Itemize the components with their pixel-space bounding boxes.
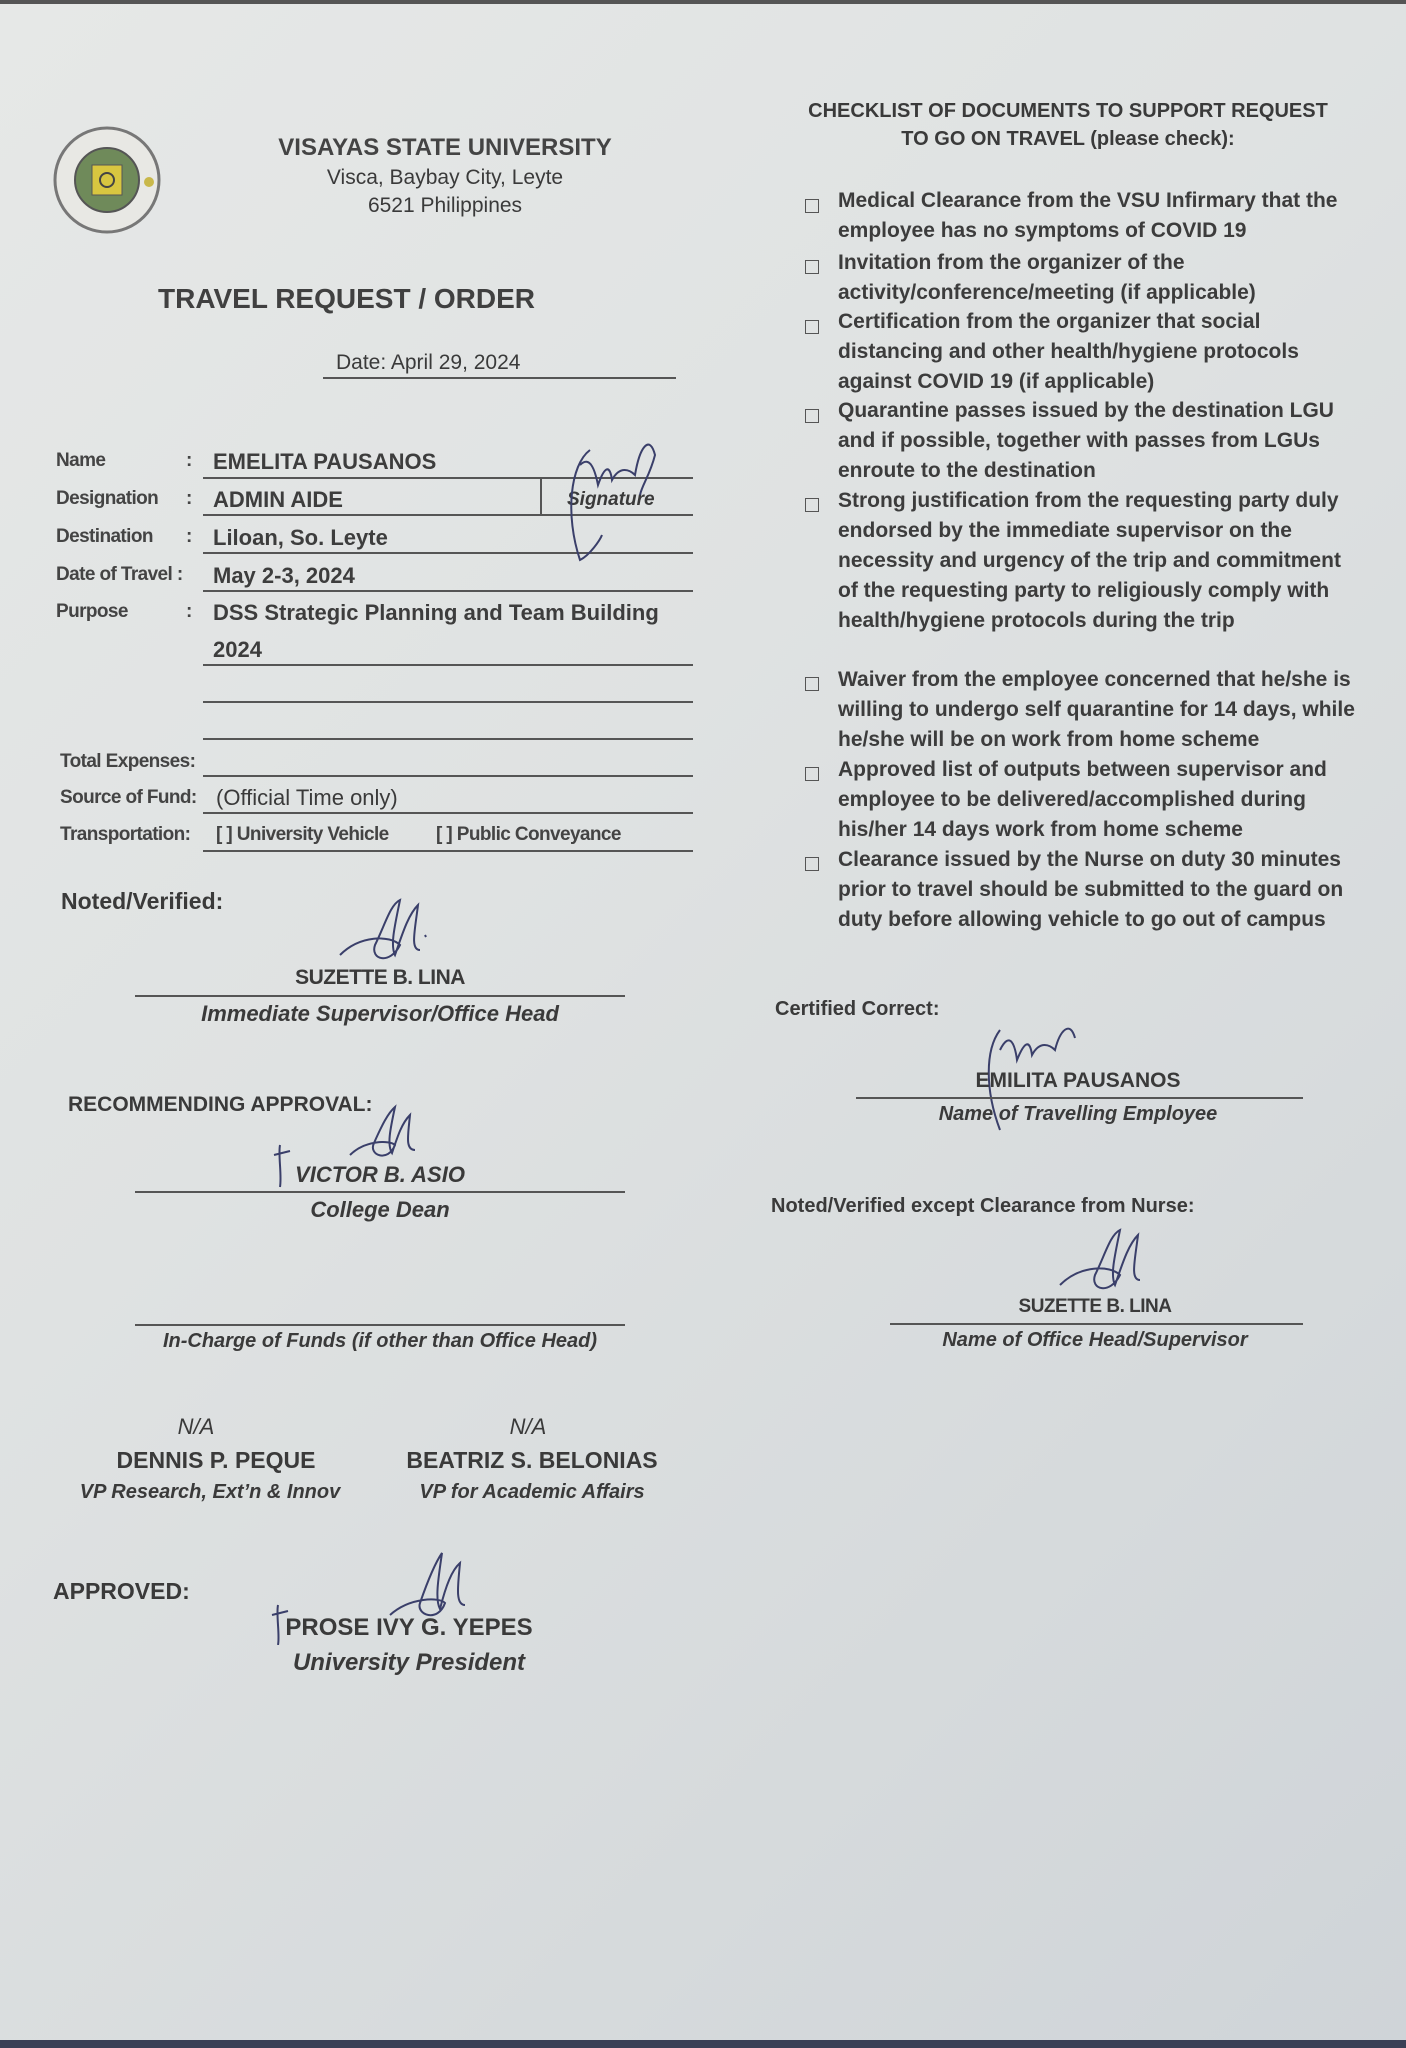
blank-line	[203, 701, 693, 703]
transportation-label: Transportation:	[60, 824, 191, 845]
supervisor-role: Immediate Supervisor/Office Head	[201, 1001, 559, 1026]
date-of-travel-value[interactable]: May 2-3, 2024	[213, 563, 355, 588]
office-head-role: Name of Office Head/Supervisor	[942, 1329, 1248, 1351]
supervisor-signature-2	[1050, 1225, 1160, 1305]
name-value[interactable]: EMELITA PAUSANOS	[213, 449, 437, 474]
president-name: PROSE IVY G. YEPES	[285, 1614, 533, 1641]
office-head-name: SUZETTE B. LINA	[1018, 1296, 1172, 1317]
date-of-travel-label: Date of Travel :	[56, 564, 183, 585]
checklist-item: Invitation from the organizer of the activity/conference/meeting (if applicable)	[838, 251, 1256, 304]
checkbox[interactable]	[805, 199, 819, 213]
recommending-approval-label: RECOMMENDING APPROVAL:	[68, 1093, 373, 1116]
approved-label: APPROVED:	[53, 1578, 190, 1604]
university-name: VISAYAS STATE UNIVERSITY	[278, 134, 612, 161]
vp-research-na: N/A	[177, 1414, 215, 1439]
vp-research-name: DENNIS P. PEQUE	[116, 1447, 316, 1473]
source-of-fund-value[interactable]: (Official Time only)	[216, 785, 398, 810]
bottom-edge	[0, 2040, 1406, 2048]
funds-role: In-Charge of Funds (if other than Office Head)	[162, 1330, 598, 1352]
checklist-title-line1: CHECKLIST OF DOCUMENTS TO SUPPORT REQUEST	[808, 100, 1328, 122]
supervisor-line	[135, 995, 625, 997]
checkbox[interactable]	[805, 409, 819, 423]
total-expenses-label: Total Expenses:	[60, 751, 196, 772]
blank-line	[203, 738, 693, 740]
designation-value[interactable]: ADMIN AIDE	[213, 487, 343, 512]
vp-academic-name: BEATRIZ S. BELONIAS	[406, 1447, 658, 1473]
checkbox[interactable]	[805, 677, 819, 691]
destination-label: Destination	[56, 526, 153, 547]
checklist-item: Certification from the organizer that social distancing and other health/hygiene protocols against COVID 19 (if applicable)	[838, 310, 1299, 393]
signature-divider	[540, 478, 542, 514]
name-label: Name	[56, 450, 106, 471]
employee-line	[856, 1097, 1303, 1099]
checkbox[interactable]	[805, 767, 819, 781]
dean-name: VICTOR B. ASIO	[295, 1162, 465, 1187]
noted-except-nurse-label: Noted/Verified except Clearance from Nurse:	[771, 1195, 1195, 1217]
colon: :	[186, 450, 192, 471]
purpose-value-line1[interactable]: DSS Strategic Planning and Team Building	[213, 600, 659, 625]
employee-signature	[550, 425, 670, 565]
signature-label: Signature	[567, 489, 655, 510]
checkbox[interactable]	[805, 857, 819, 871]
colon: :	[186, 526, 192, 547]
noted-verified-label: Noted/Verified:	[61, 888, 224, 914]
vp-academic-role: VP for Academic Affairs	[419, 1481, 645, 1503]
total-expenses-line[interactable]	[203, 775, 693, 777]
source-of-fund-label: Source of Fund:	[60, 787, 197, 808]
supervisor-name: SUZETTE B. LINA	[295, 966, 465, 989]
employee-role: Name of Travelling Employee	[938, 1103, 1218, 1125]
employee-name: EMILITA PAUSANOS	[975, 1069, 1181, 1092]
destination-value[interactable]: Liloan, So. Leyte	[213, 525, 388, 550]
checkbox[interactable]	[805, 260, 819, 274]
university-postal: 6521 Philippines	[367, 194, 523, 217]
purpose-label: Purpose	[56, 601, 128, 622]
university-logo	[52, 125, 162, 235]
checkbox[interactable]	[805, 498, 819, 512]
checkbox[interactable]	[805, 320, 819, 334]
vp-academic-na: N/A	[509, 1414, 547, 1439]
checklist-item: Quarantine passes issued by the destination LGU and if possible, together with passes from LGUs enroute to the destination	[838, 399, 1334, 482]
president-role: University President	[292, 1649, 526, 1676]
colon: :	[186, 601, 192, 622]
transportation-line	[203, 850, 693, 852]
date-line	[323, 377, 676, 379]
designation-label: Designation	[56, 488, 159, 509]
dean-role: College Dean	[310, 1197, 450, 1222]
source-of-fund-line	[203, 812, 693, 814]
vp-research-role: VP Research, Ext’n & Innov	[79, 1481, 341, 1503]
dean-line	[135, 1191, 625, 1193]
form-title: TRAVEL REQUEST / ORDER	[158, 283, 536, 314]
purpose-value-line2[interactable]: 2024	[213, 637, 262, 662]
checklist-item: Medical Clearance from the VSU Infirmary that the employee has no symptoms of COVID 19	[838, 189, 1338, 242]
checklist-item: Clearance issued by the Nurse on duty 30 minutes prior to travel should be submitted to the guard on duty before allowing vehicle to go out of campus	[838, 848, 1344, 931]
funds-line	[135, 1324, 625, 1326]
top-edge	[0, 0, 1406, 4]
office-head-line	[890, 1323, 1303, 1325]
checklist-item: Strong justification from the requesting party duly endorsed by the immediate supervisor on the necessity and urgency of the trip and commitment of the requesting party to religiously comply with health/hygiene protocols during the trip	[838, 489, 1341, 632]
supervisor-signature	[330, 895, 440, 975]
checklist-item: Approved list of outputs between supervisor and employee to be delivered/accomplished during his/her 14 days work from home scheme	[838, 758, 1327, 841]
colon: :	[186, 488, 192, 509]
form-date: Date: April 29, 2024	[336, 351, 521, 374]
university-address: Visca, Baybay City, Leyte	[326, 166, 564, 189]
transport-university-vehicle[interactable]: [ ] University Vehicle	[216, 824, 389, 845]
certified-correct-label: Certified Correct:	[775, 998, 940, 1020]
date-of-travel-line	[203, 590, 693, 592]
checklist-title-line2: TO GO ON TRAVEL (please check):	[901, 128, 1235, 150]
transport-public-conveyance[interactable]: [ ] Public Conveyance	[436, 824, 621, 845]
purpose-line	[203, 664, 693, 666]
checklist-item: Waiver from the employee concerned that he/she is willing to undergo self quarantine for 14 days, while he/she will be on work from home scheme	[838, 668, 1355, 751]
